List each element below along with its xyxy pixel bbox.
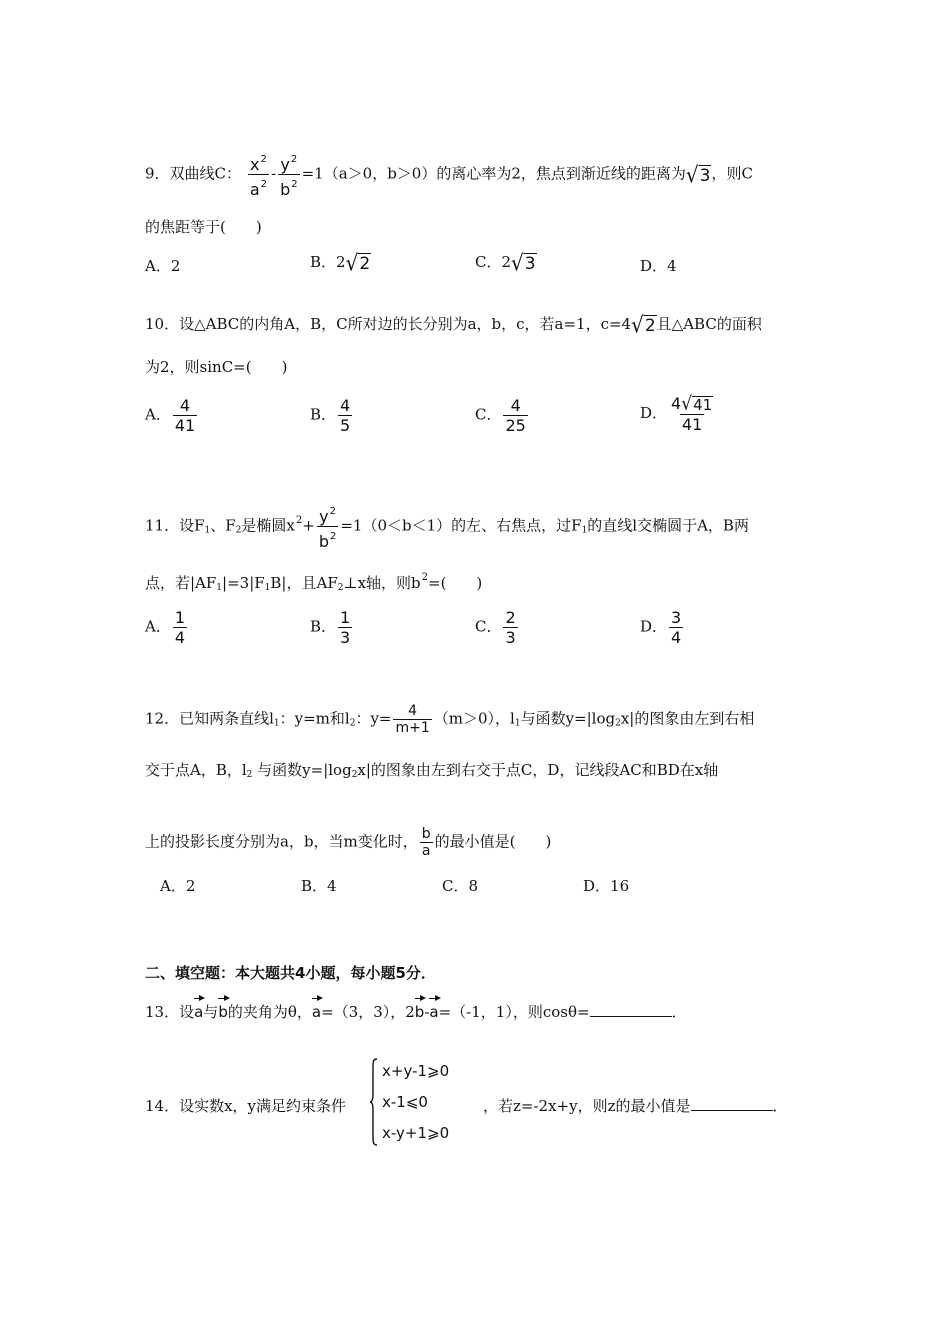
q10-sqrt-value: 2	[644, 316, 656, 336]
q9-frac1-den-exp: 2	[260, 179, 267, 190]
q9-option-c-label: C．2	[475, 253, 512, 271]
option-numerator-sqrt	[681, 392, 713, 415]
option-label: B．	[310, 405, 337, 424]
q10-line2: 为2，则sinC=( )	[145, 358, 288, 376]
sqrt-symbol: √	[685, 161, 699, 188]
subscript: 2	[337, 583, 344, 593]
q10-option-d	[640, 394, 717, 434]
option-fraction	[669, 394, 715, 434]
q13-text: 与	[203, 1003, 219, 1021]
subscript: 1	[514, 718, 521, 729]
q14-prefix-line	[145, 1096, 346, 1116]
constraint-row: x+y-1⩾0	[382, 1062, 450, 1080]
option-denominator: 5	[340, 416, 351, 435]
q9-frac1-den	[248, 174, 269, 199]
option-label: A．	[145, 617, 171, 636]
left-brace-icon	[370, 1058, 378, 1146]
option-denominator: 3	[340, 628, 351, 647]
constraint-system	[370, 1058, 480, 1146]
q9-frac2-den-base: b	[280, 180, 291, 199]
q11-line1	[145, 502, 749, 551]
q9-frac2-num-base: y	[280, 155, 290, 174]
vector-a: a	[194, 996, 203, 1022]
q14-text: 14．设实数x，y满足约束条件	[145, 1097, 347, 1115]
q12-line2	[145, 760, 718, 785]
q13-text: ．	[671, 1003, 687, 1021]
option-numerator: 1	[174, 608, 186, 627]
q11-frac-num-exp: 2	[329, 506, 336, 517]
subscript: 2	[615, 718, 621, 729]
option-numerator: 1	[340, 608, 351, 627]
q12-fraction-b-over-a	[420, 826, 433, 859]
q13-text: -	[424, 1003, 430, 1021]
q9-sqrt	[685, 161, 712, 188]
q9-frac1-num	[248, 150, 269, 174]
subscript: 1	[273, 718, 280, 729]
subscript: 2	[349, 718, 356, 729]
superscript: 2	[295, 514, 303, 526]
q9-fraction-x2-a2	[248, 150, 269, 199]
option-fraction	[338, 396, 352, 435]
option-label: C．	[475, 405, 502, 424]
option-sqrt-value: 41	[693, 396, 713, 414]
option-numerator: 4	[340, 396, 351, 415]
q11-text: +	[302, 516, 315, 535]
q9-option-b-label: B．2	[310, 253, 346, 271]
q11-text: 是椭圆x	[241, 516, 295, 535]
q12-option-b: B．4	[301, 877, 337, 895]
q12-option-d: D．16	[583, 877, 630, 895]
q9-frac2-den	[278, 174, 300, 199]
subscript: 1	[581, 525, 588, 536]
subscript: 2	[235, 525, 242, 536]
q10-suffix: 且△ABC的面积	[656, 315, 762, 333]
option-numerator: 2	[505, 608, 516, 627]
option-denominator: 41	[174, 416, 196, 435]
q12-text: 12．已知两条直线l	[145, 709, 274, 728]
constraint-row: x-y+1⩾0	[382, 1124, 450, 1142]
option-label: B．	[310, 617, 337, 636]
q11-option-c	[475, 608, 520, 647]
q12-text: 交于点A，B，l	[145, 761, 247, 779]
q9-suffix: ，则C	[711, 164, 753, 183]
q13-text: =（3，3），2	[321, 1003, 415, 1021]
q11-frac-den-base: b	[318, 532, 329, 551]
q9-frac1-num-exp: 2	[260, 154, 267, 165]
q11-text: 点，若|AF	[145, 574, 217, 592]
q12-frac-den: m+1	[395, 720, 430, 736]
q12-text: 与函数y=|log	[520, 709, 616, 728]
q11-line2	[145, 568, 482, 598]
q14-text: ，若z=-2x+y，则z的最小值是	[483, 1097, 691, 1115]
option-numerator	[669, 394, 715, 414]
q9-option-b-sqrt-value: 2	[359, 254, 371, 274]
q9-frac2-den-exp: 2	[291, 179, 298, 190]
q9-option-c	[475, 249, 537, 277]
subscript: 1	[216, 583, 223, 593]
option-denominator: 4	[671, 628, 682, 647]
q10-line1	[145, 311, 762, 339]
option-numerator: 4	[510, 396, 521, 415]
option-fraction	[503, 396, 527, 435]
q9-mid-text: =1（a＞0，b＞0）的离心率为2，焦点到渐近线的距离为	[301, 164, 686, 183]
q11-text: =1（0＜b＜1）的左、右焦点，过F	[340, 516, 582, 535]
subscript: 2	[351, 770, 358, 780]
vector-b: b	[218, 996, 228, 1022]
constraint-row: x-1⩽0	[382, 1093, 428, 1111]
option-fraction	[173, 608, 187, 647]
section-heading: 二、填空题：本大题共4小题，每小题5分．	[145, 964, 436, 982]
option-fraction	[173, 396, 197, 435]
option-label: A．	[145, 405, 171, 424]
q9-frac2-num-exp: 2	[290, 154, 298, 165]
q11-text: |=3|F	[222, 574, 265, 592]
q9-sqrt-value: 3	[699, 165, 711, 186]
option-numerator: 3	[671, 608, 682, 627]
q12-line1	[145, 703, 754, 736]
q12-text: 上的投影长度分别为a，b，当m变化时，	[145, 832, 418, 851]
q12-text: ：y=m和l	[279, 709, 350, 728]
option-fraction	[503, 608, 517, 647]
q9-option-b	[310, 249, 371, 277]
q11-frac-num-base: y	[319, 507, 329, 526]
subscript: 2	[246, 770, 253, 780]
q9-frac1-den-base: a	[249, 180, 260, 199]
option-fraction	[669, 608, 683, 647]
q11-frac-den	[317, 526, 339, 551]
option-fraction	[338, 608, 352, 647]
q9-frac1-num-base: x	[249, 155, 260, 174]
q12-text: x|的图象由左到右交于点C，D，记线段AC和BD在x轴	[357, 761, 719, 779]
q10-option-a	[145, 396, 199, 435]
q11-option-d	[640, 608, 685, 647]
q9-option-a: A．2	[145, 257, 181, 275]
sqrt-symbol: √	[345, 249, 359, 277]
q11-text: B|，且AF	[270, 574, 338, 592]
sqrt-symbol: √	[511, 249, 524, 277]
q12-text: 的最小值是( )	[434, 832, 552, 851]
q10-option-c	[475, 396, 530, 435]
subscript: 1	[264, 583, 271, 593]
vector-a: a	[312, 996, 321, 1022]
q13-text: =（-1，1），则cosθ=	[438, 1003, 590, 1021]
q12-text: （m＞0），l	[433, 709, 515, 728]
option-denominator: 25	[505, 416, 526, 435]
answer-blank	[691, 1096, 773, 1111]
q12-fraction-4-over-m1	[393, 703, 431, 736]
q12-frac-num: 4	[408, 703, 418, 719]
option-denominator: 4	[174, 628, 186, 647]
answer-blank	[590, 1002, 672, 1017]
q13-text: 13．设	[145, 1003, 195, 1021]
q10-prefix: 10．设△ABC的内角A，B，C所对边的长分别为a，b，c，若a=1，c=4	[145, 315, 632, 333]
vector-a: a	[429, 996, 438, 1022]
q11-frac-den-exp: 2	[329, 531, 337, 542]
q13-text: 的夹角为θ，	[227, 1003, 312, 1021]
q12-frac-num: b	[421, 826, 431, 842]
q12-frac-den: a	[421, 843, 431, 859]
q9-option-c-sqrt	[511, 249, 537, 277]
q9-line1	[145, 150, 753, 199]
q9-minus: -	[271, 164, 277, 183]
q9-fraction-y2-b2	[278, 150, 300, 199]
q11-text: =( )	[428, 574, 483, 592]
q11-text: 的直线l交椭圆于A，B两	[587, 516, 749, 535]
q10-option-b	[310, 396, 354, 435]
q12-option-c: C．8	[442, 877, 479, 895]
option-numerator-coef: 4	[671, 394, 682, 413]
q12-line3	[145, 826, 551, 859]
q11-frac-num	[317, 502, 338, 526]
q11-fraction-y2-b2	[317, 502, 339, 551]
q12-option-a: A．2	[160, 877, 196, 895]
q12-text: x|的图象由左到右相	[620, 709, 755, 728]
q14-text: ．	[772, 1097, 788, 1115]
option-label: D．	[640, 617, 668, 636]
subscript: 1	[204, 525, 211, 536]
option-denominator: 3	[505, 628, 516, 647]
option-denominator: 41	[681, 415, 703, 434]
q12-text: 与函数y=|log	[252, 761, 352, 779]
q11-option-a	[145, 608, 189, 647]
vector-b: b	[415, 996, 425, 1022]
q13-line	[145, 996, 687, 1022]
sqrt-symbol: √	[631, 311, 644, 339]
option-numerator: 4	[179, 396, 191, 415]
q9-frac2-num	[278, 150, 299, 174]
q10-sqrt	[631, 311, 657, 339]
option-label: D．	[640, 404, 668, 422]
q11-text: ⊥x轴，则b	[343, 574, 421, 592]
q11-option-b	[310, 608, 354, 647]
q9-option-b-sqrt	[345, 249, 372, 277]
q9-line2: 的焦距等于( )	[145, 218, 262, 236]
superscript: 2	[421, 572, 429, 583]
q14-suffix-line	[483, 1096, 788, 1116]
q9-prefix: 9．双曲线C：	[145, 164, 242, 183]
q11-text: 11．设F	[145, 516, 205, 535]
q11-text: 、F	[210, 516, 236, 535]
sqrt-symbol: √	[681, 392, 693, 415]
option-label: C．	[475, 617, 502, 636]
q9-option-d: D．4	[640, 257, 677, 275]
q12-text: ：y=	[355, 709, 392, 728]
q9-option-c-sqrt-value: 3	[524, 254, 536, 274]
